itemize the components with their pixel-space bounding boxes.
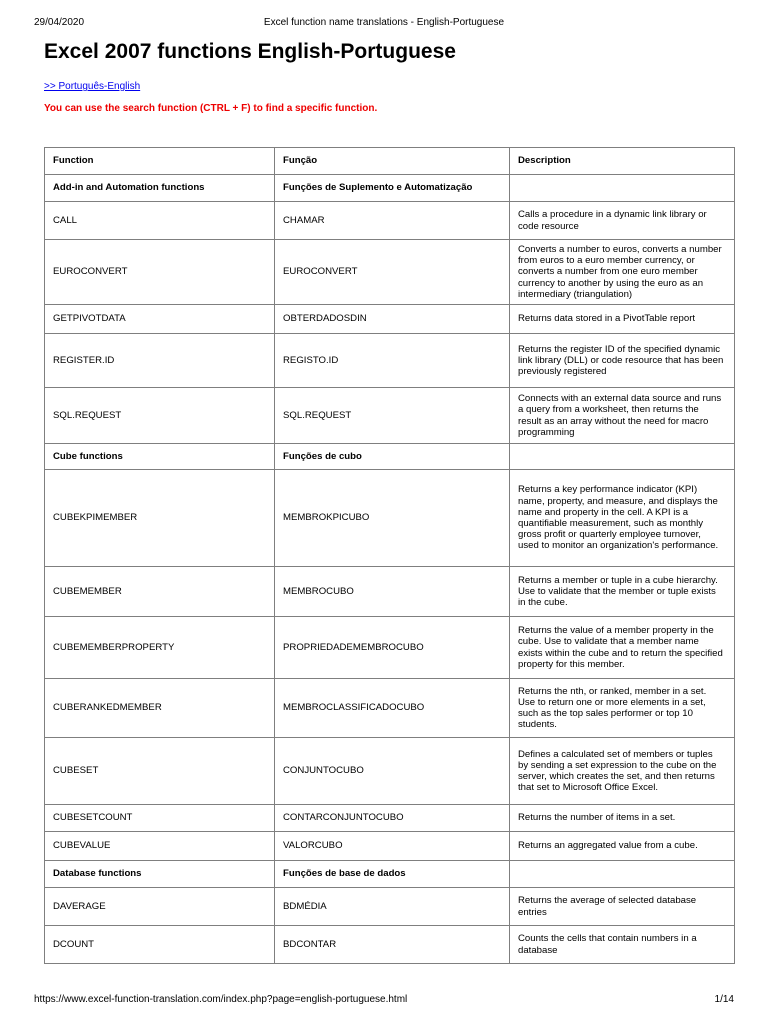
function-name-pt: CONJUNTOCUBO	[275, 738, 510, 805]
function-name-pt: OBTERDADOSDIN	[275, 305, 510, 334]
function-name-en: CUBERANKEDMEMBER	[45, 679, 275, 738]
function-name-pt: EUROCONVERT	[275, 240, 510, 305]
function-name-pt: MEMBROCUBO	[275, 567, 510, 617]
function-description: Returns the nth, or ranked, member in a set. Use to return one or more elements in a set, such as the top sales performer or top 10 students.	[510, 679, 735, 738]
page-title: Excel 2007 functions English-Portuguese	[44, 40, 456, 63]
function-name-en: REGISTER.ID	[45, 334, 275, 388]
function-description	[510, 444, 735, 470]
table-row	[45, 617, 735, 679]
function-name-en: CUBEVALUE	[45, 832, 275, 861]
function-name-pt: BDCONTAR	[275, 926, 510, 964]
function-description: Calls a procedure in a dynamic link library or code resource	[510, 202, 735, 240]
function-name-pt: CHAMAR	[275, 202, 510, 240]
table-row	[45, 738, 735, 805]
column-header-function: Function	[45, 148, 275, 175]
print-header	[34, 16, 734, 30]
function-description	[510, 861, 735, 888]
function-name-pt: CONTARCONJUNTOCUBO	[275, 805, 510, 832]
category-name-en: Database functions	[45, 861, 275, 888]
table-row	[45, 202, 735, 240]
print-date: 29/04/2020	[34, 17, 85, 28]
function-description: Returns a key performance indicator (KPI) name, property, and measure, and displays the name and property in the cell. A KPI is a quantifiable measurement, such as monthly gross profit or quarterly employee turnover, used to monitor an organization's performance.	[510, 470, 735, 567]
table-row	[45, 240, 735, 305]
function-name-en: GETPIVOTDATA	[45, 305, 275, 334]
function-description: Defines a calculated set of members or tuples by sending a set expression to the cube on the server, which creates the set, and then returns that set to Microsoft Office Excel.	[510, 738, 735, 805]
category-name-pt: Funções de base de dados	[275, 861, 510, 888]
portuguese-english-link[interactable]: >> Português-English	[44, 81, 141, 92]
function-description: Returns the register ID of the specified dynamic link library (DLL) or code resource that has been previously registered	[510, 334, 735, 388]
function-description: Returns a member or tuple in a cube hierarchy. Use to validate that the member or tuple exists in the cube.	[510, 567, 735, 617]
category-name-en: Add-in and Automation functions	[45, 175, 275, 202]
page-number: 1/14	[714, 994, 734, 1005]
function-name-en: CUBEMEMBERPROPERTY	[45, 617, 275, 679]
function-description: Counts the cells that contain numbers in a database	[510, 926, 735, 964]
category-name-en: Cube functions	[45, 444, 275, 470]
category-row	[45, 175, 735, 202]
print-document-title: Excel function name translations - English-Portuguese	[263, 17, 505, 28]
table-row	[45, 805, 735, 832]
table-row	[45, 888, 735, 926]
table-row	[45, 334, 735, 388]
table-row	[45, 926, 735, 964]
function-description	[510, 175, 735, 202]
function-description: Returns data stored in a PivotTable report	[510, 305, 735, 334]
column-header-description: Description	[510, 148, 735, 175]
table-header-row	[45, 148, 735, 175]
category-name-pt: Funções de cubo	[275, 444, 510, 470]
category-row	[45, 444, 735, 470]
table-row	[45, 305, 735, 334]
function-name-en: DCOUNT	[45, 926, 275, 964]
table-row	[45, 470, 735, 567]
function-name-en: CUBESETCOUNT	[45, 805, 275, 832]
column-header-funcao: Função	[275, 148, 510, 175]
function-name-en: CALL	[45, 202, 275, 240]
function-name-en: DAVERAGE	[45, 888, 275, 926]
category-row	[45, 861, 735, 888]
function-description: Returns the value of a member property in the cube. Use to validate that a member name exists within the cube and to return the specified property for this member.	[510, 617, 735, 679]
table-row	[45, 832, 735, 861]
function-description: Connects with an external data source and runs a query from a worksheet, then returns the result as an array without the need for macro programming	[510, 388, 735, 444]
function-description: Returns an aggregated value from a cube.	[510, 832, 735, 861]
function-name-pt: REGISTO.ID	[275, 334, 510, 388]
table-row	[45, 679, 735, 738]
function-name-en: SQL.REQUEST	[45, 388, 275, 444]
function-description: Converts a number to euros, converts a number from euros to a euro member currency, or converts a number from one euro member currency to another by using the euro as an intermediary (triangulation)	[510, 240, 735, 305]
function-name-en: CUBESET	[45, 738, 275, 805]
function-name-pt: VALORCUBO	[275, 832, 510, 861]
table-row	[45, 388, 735, 444]
function-name-en: CUBEKPIMEMBER	[45, 470, 275, 567]
table-body	[45, 175, 735, 964]
print-url: https://www.excel-function-translation.com/index.php?page=english-portuguese.html	[34, 994, 408, 1005]
function-name-pt: BDMÉDIA	[275, 888, 510, 926]
function-description: Returns the average of selected database entries	[510, 888, 735, 926]
function-name-pt: PROPRIEDADEMEMBROCUBO	[275, 617, 510, 679]
category-name-pt: Funções de Suplemento e Automatização	[275, 175, 510, 202]
function-name-en: EUROCONVERT	[45, 240, 275, 305]
function-name-pt: SQL.REQUEST	[275, 388, 510, 444]
function-name-en: CUBEMEMBER	[45, 567, 275, 617]
table-row	[45, 567, 735, 617]
function-translation-table	[44, 147, 735, 964]
print-footer	[34, 993, 734, 1007]
search-notice: You can use the search function (CTRL + F) to find a specific function.	[44, 103, 378, 114]
function-name-pt: MEMBROKPICUBO	[275, 470, 510, 567]
function-description: Returns the number of items in a set.	[510, 805, 735, 832]
function-name-pt: MEMBROCLASSIFICADOCUBO	[275, 679, 510, 738]
